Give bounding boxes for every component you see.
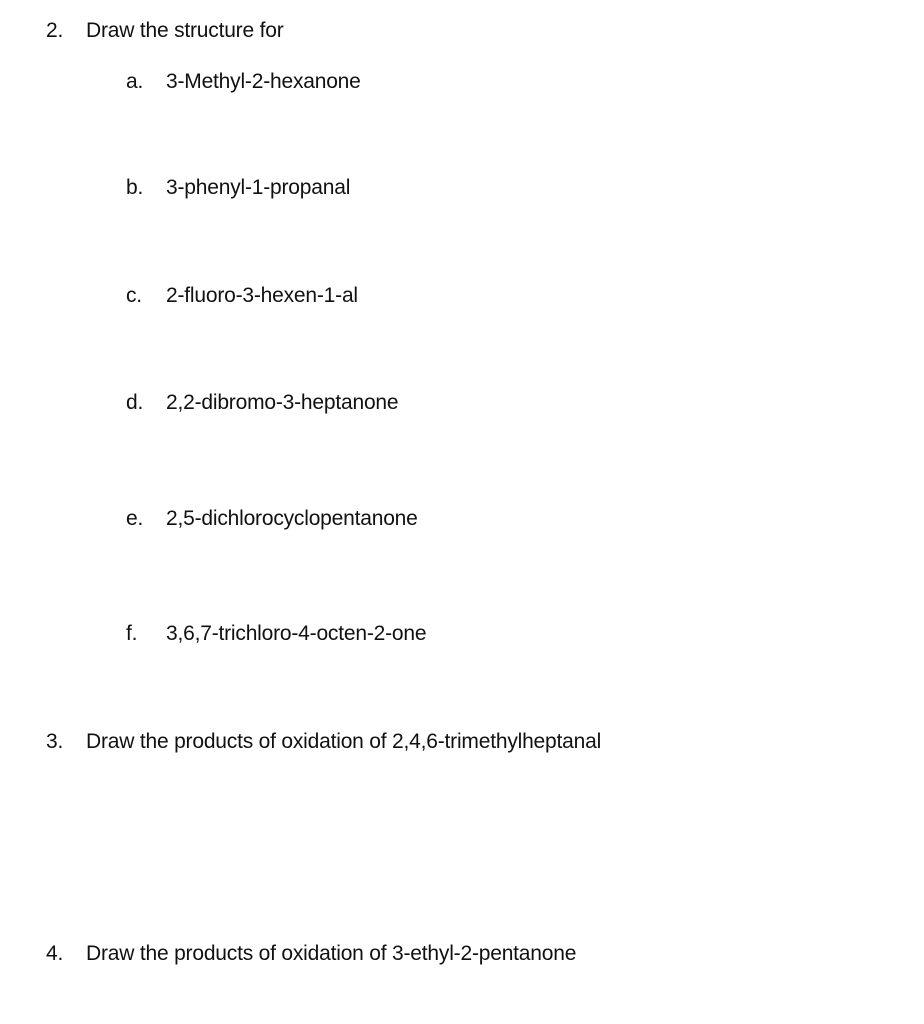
- item-letter: f.: [126, 622, 138, 645]
- item-text: 2,5-dichlorocyclopentanone: [166, 507, 418, 530]
- item-text: 3-Methyl-2-hexanone: [166, 70, 361, 93]
- question-text: Draw the structure for: [86, 19, 284, 42]
- question-text: Draw the products of oxidation of 3-ethyl-2-pentanone: [86, 942, 577, 965]
- item-letter: a.: [126, 70, 144, 93]
- item-letter: d.: [126, 391, 144, 414]
- item-text: 2,2-dibromo-3-heptanone: [166, 391, 399, 414]
- question-text: Draw the products of oxidation of 2,4,6-trimethylheptanal: [86, 730, 602, 753]
- item-text: 2-fluoro-3-hexen-1-al: [166, 284, 358, 307]
- item-letter: c.: [126, 284, 142, 307]
- item-letter: b.: [126, 176, 144, 199]
- item-text: 3,6,7-trichloro-4-octen-2-one: [166, 622, 427, 645]
- question-number: 4.: [46, 942, 64, 965]
- question-number: 2.: [46, 19, 64, 42]
- question-number: 3.: [46, 730, 64, 753]
- item-text: 3-phenyl-1-propanal: [166, 176, 351, 199]
- item-letter: e.: [126, 507, 144, 530]
